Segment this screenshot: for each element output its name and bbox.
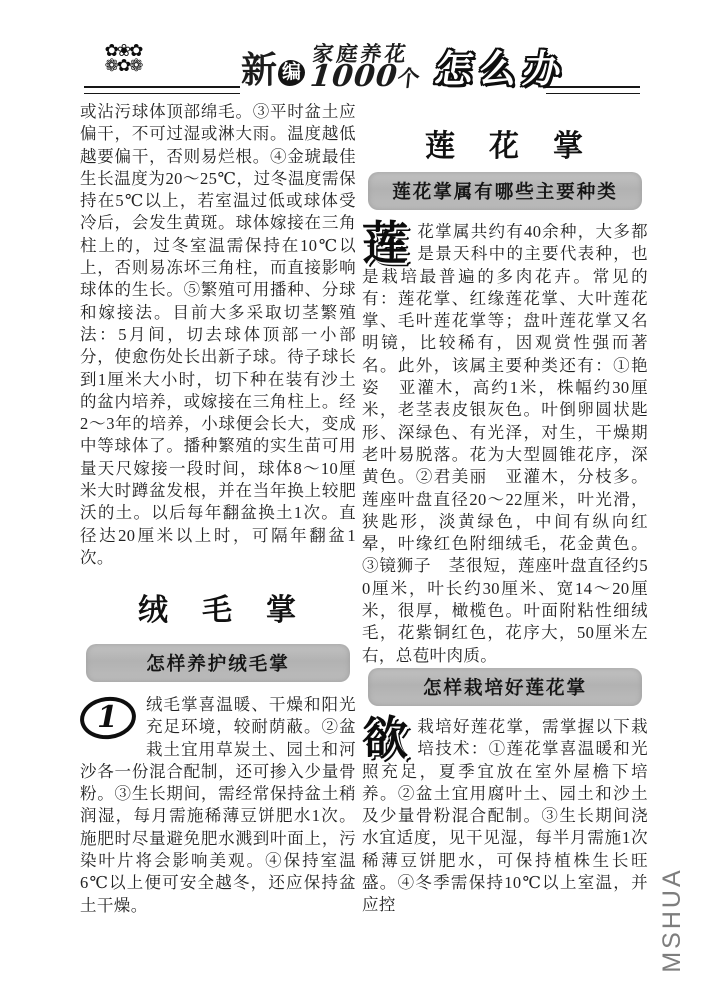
question-box-lianhuazhang-care [368,668,642,706]
dropcap-yu: 欲 [362,712,409,764]
section-title-rongmaozhang: 绒 毛 掌 [138,594,298,627]
answer-number-medallion-icon [78,694,139,743]
flower-ornament-row1: ✿❀✿ [104,41,142,61]
left-column-continuation-paragraph: 或沾污球体顶部绵毛。③平时盆土应偏干，不可过湿或淋大雨。温度越低越要偏干，否则易烂根。④金琥最佳生长温度为20～25℃，过冬温度需保持在5℃以上，若室温过低或球体受冷后，会发生黄斑。球体嫁接在三角柱上的，过冬室温需保持在10℃以上，否则易冻坏三角柱，而直接影响球体的生长。⑤繁殖可用播种、分球和嫁接法。目前大多采取切茎繁殖法：5月间，切去球体顶部一小部分，使愈伤处长出新子球。待子球长到1厘米大小时，切下种在装有沙土的盆内培养，或嫁接在三角柱上。经2～3年的培养，小球便会长大，变成中等球体了。播种繁殖的实生苗可用量天尺嫁接一段时间，球体8～10厘米大时蹲盆发根，并在当年换上较肥沃的土。以后每年翻盆换土1次。直径达20厘米以上时，可隔年翻盆1次。 [80,102,356,567]
left-column-answer-paragraph [80,694,356,917]
page-edge-watermark: MSHUA [658,867,686,973]
book-title [241,42,570,95]
flower-ornament-row2: ❁✿❁ [104,56,142,76]
header-rule-left [84,86,240,94]
book-title-number: 1000 [308,59,400,94]
question-box-label: 怎样养护绒毛掌 [146,653,290,674]
right-column-answer2-paragraph [362,712,648,917]
dropcap-lian: 莲 [362,217,409,269]
section-title-lianhuazhang: 莲 花 掌 [425,130,585,163]
question-box-label: 莲花掌属有哪些主要种类 [392,181,618,202]
flower-ornament-icon [92,41,154,76]
book-title-prefix: 新 [241,48,278,90]
book-title-center [308,44,423,95]
right-column-answer1-paragraph [362,217,648,667]
question-box-lianhuazhang-types [368,172,642,210]
answer-text: 花掌属共约有40余种，大多都是景天科中的主要代表种，也是栽培最普遍的多肉花卉。常见的有：莲花掌、红缘莲花掌、大叶莲花掌、毛叶莲花掌等；盘叶莲花掌又名明镜，比较稀有，因观赏性强而著名。此外，该属主要种类还有：①艳姿 亚灌木，高约1米，株幅约30厘米，老茎表皮银灰色。叶倒卵圆状匙形、深绿色、有光泽，对生，干燥期老叶易脱落。花为大型圆锥花序，深黄色。②君美丽 亚灌木，分枝多。莲座叶盘直径20～22厘米，叶光滑，狭匙形，淡黄绿色，中间有纵向红晕，叶缘红色附细绒毛，花金黄色。③镜狮子 茎很短，莲座叶盘直径约50厘米，叶长约30厘米、宽14～20厘米，很厚，橄榄色。叶面附粘性细绒毛，花紫铜红色，花序大，50厘米左右，总苞叶肉质。 [362,222,648,665]
book-title-counter: 个 [396,66,421,91]
answer-text: 栽培好莲花掌，需掌握以下栽培技术：①莲花掌喜温暖和光照充足，夏季宜放在室外屋檐下培养。②盆土宜用腐叶土、园土和沙土及少量骨粉混合配制。③生长期间浇水宜适度，见干见湿，每半月需施1次稀薄豆饼肥水，可保持植株生长旺盛。④冬季需保持10℃以上室温，并应控 [362,717,648,915]
answer-text: 绒毛掌喜温暖、干燥和阳光充足环境，较耐荫蔽。②盆栽土宜用草炭土、园土和河沙各一份混合配制，还可掺入少量骨粉。③生长期间，需经常保持盆土稍润湿，每月需施稀薄豆饼肥水1次。施肥时尽量避免肥水溅到叶面上，污染叶片将会影响美观。④保持室温6℃以上便可安全越冬，还应保持盆土干燥。 [80,695,356,915]
book-title-line1: 家庭养花 [311,42,410,66]
book-title-suffix: 怎么办 [431,48,570,91]
question-box-label: 怎样栽培好莲花掌 [422,677,587,698]
book-title-badge: 编 [278,60,305,86]
question-box-rongmaozhang [86,644,350,682]
book-title-line2 [308,59,421,95]
answer-number: 1 [97,700,119,735]
